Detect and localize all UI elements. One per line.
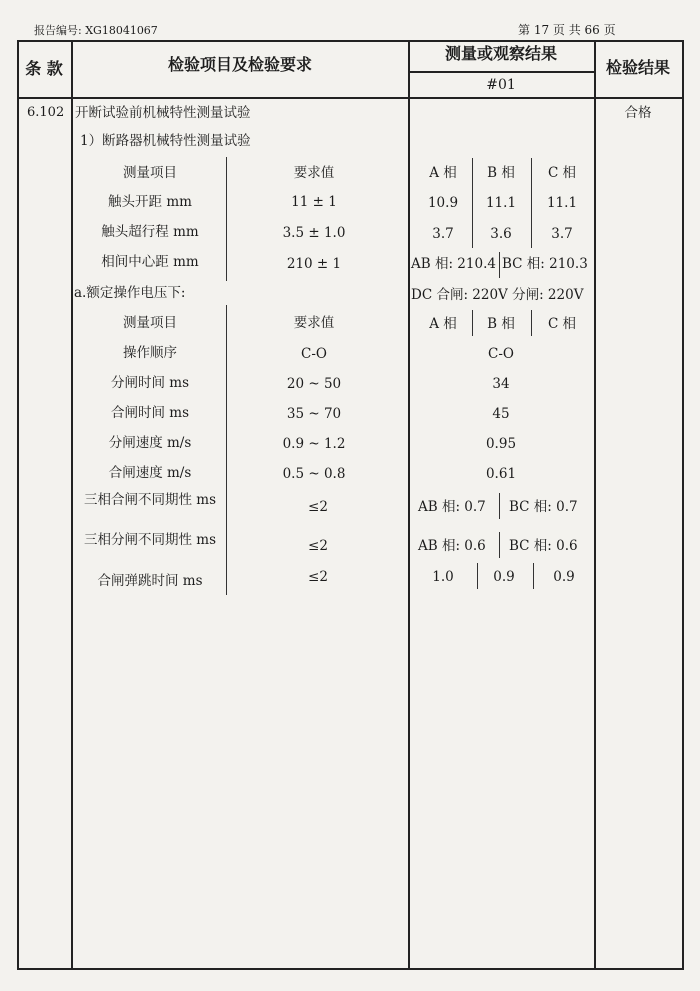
s1-row-b: 11.1	[485, 195, 517, 211]
s2-row-value: 0.61	[485, 466, 517, 482]
s2-sync-close-bc: BC 相: 0.7	[509, 499, 578, 515]
s2-row-item: 分闸速度 m/s	[108, 435, 192, 451]
result-column-divider	[594, 40, 596, 970]
s1-row-required: 11 ± 1	[291, 194, 337, 210]
s2-col-item: 测量项目	[123, 315, 177, 331]
s1-phase-c: C 相	[547, 165, 577, 181]
s1-center-ab: AB 相: 210.4	[411, 256, 496, 272]
s2-row-value: 34	[492, 376, 510, 392]
clause-number: 6.102	[27, 105, 65, 120]
s1-center-bc: BC 相: 210.3	[502, 256, 588, 272]
s1-center-item: 相间中心距 mm	[101, 254, 199, 270]
s2-phase-a: A 相	[429, 316, 457, 332]
s2-bounce-a: 1.0	[432, 569, 454, 585]
table-top-border	[17, 40, 684, 42]
s2-row-value: 45	[492, 406, 510, 422]
s1-center-divider	[499, 252, 500, 278]
s2-bounce-required: ≤2	[308, 569, 328, 585]
s2-row-required: 35 ~ 70	[286, 406, 342, 422]
table-left-border	[17, 40, 19, 970]
sample-number: #01	[486, 77, 516, 93]
s2-bounce-item: 合闸弹跳时间 ms	[97, 573, 203, 589]
s2-phase-b: B 相	[487, 316, 515, 332]
s2-sync-close-divider	[499, 493, 500, 519]
item-header: 检验项目及检验要求	[167, 55, 313, 74]
s1-col-item: 测量项目	[123, 165, 177, 181]
s2-row-required: 0.9 ~ 1.2	[282, 436, 346, 452]
section1-item-divider	[226, 157, 227, 281]
s1-row-a: 3.7	[432, 226, 454, 242]
table-right-border	[682, 40, 684, 970]
s2-sync-open-required: ≤2	[308, 538, 328, 554]
test-title: 开断试验前机械特性测量试验	[75, 105, 251, 121]
header-bottom-border	[17, 97, 684, 99]
s1-row-item: 触头超行程 mm	[101, 224, 199, 240]
result-header: 检验结果	[605, 58, 671, 77]
s1-phase-b: B 相	[487, 165, 515, 181]
section2-title: a.额定操作电压下:	[74, 285, 186, 301]
s1-row-required: 3.5 ± 1.0	[282, 225, 346, 241]
s1-phase-a: A 相	[429, 165, 457, 181]
s1-col-required: 要求值	[293, 165, 335, 181]
s2-row-item: 合闸时间 ms	[110, 405, 190, 421]
s1-row-b: 3.6	[490, 226, 512, 242]
s2-row-value: C-O	[488, 346, 514, 362]
s2-bounce-c: 0.9	[553, 569, 575, 585]
s2-phase-divider-ab	[472, 310, 473, 336]
measure-header-divider	[408, 71, 594, 73]
s1-phase-divider-bc	[531, 158, 532, 248]
s2-phase-divider-bc	[531, 310, 532, 336]
s2-bounce-b: 0.9	[493, 569, 515, 585]
clause-header: 条 款	[25, 59, 63, 78]
s2-row-item: 操作顺序	[123, 345, 177, 361]
s1-row-c: 3.7	[551, 226, 573, 242]
test-result: 合格	[624, 105, 652, 121]
item-column-divider	[408, 40, 410, 970]
s2-phase-c: C 相	[547, 316, 577, 332]
s2-sync-close-item: 三相合闸不同期性 ms	[83, 492, 217, 508]
operating-voltage: DC 合闸: 220V 分闸: 220V	[411, 287, 584, 303]
s2-sync-close-ab: AB 相: 0.7	[418, 499, 486, 515]
s2-sync-open-ab: AB 相: 0.6	[418, 538, 486, 554]
s2-row-item: 合闸速度 m/s	[108, 465, 192, 481]
s2-sync-open-item: 三相分闸不同期性 ms	[83, 532, 217, 548]
page-number: 第 17 页 共 66 页	[518, 23, 616, 37]
section1-title: 1）断路器机械特性测量试验	[80, 133, 251, 149]
clause-column-divider	[71, 40, 73, 970]
s2-row-required: C-O	[301, 346, 327, 362]
s2-row-required: 20 ~ 50	[286, 376, 342, 392]
s1-row-a: 10.9	[427, 195, 459, 211]
s2-sync-close-required: ≤2	[308, 499, 328, 515]
s2-sync-open-bc: BC 相: 0.6	[509, 538, 578, 554]
s2-sync-open-divider	[499, 532, 500, 558]
s1-center-required: 210 ± 1	[286, 256, 342, 272]
section2-item-divider	[226, 305, 227, 595]
s1-row-c: 11.1	[546, 195, 578, 211]
s1-row-item: 触头开距 mm	[108, 194, 192, 210]
s2-row-required: 0.5 ~ 0.8	[282, 466, 346, 482]
table-bottom-border	[17, 968, 684, 970]
s2-row-item: 分闸时间 ms	[110, 375, 190, 391]
report-number: 报告编号: XG18041067	[34, 24, 158, 37]
s2-col-required: 要求值	[293, 315, 335, 331]
s2-row-value: 0.95	[485, 436, 517, 452]
s2-bounce-divider-bc	[533, 563, 534, 589]
s2-bounce-divider-ab	[477, 563, 478, 589]
measure-header: 测量或观察结果	[444, 44, 558, 63]
s1-phase-divider-ab	[472, 158, 473, 248]
